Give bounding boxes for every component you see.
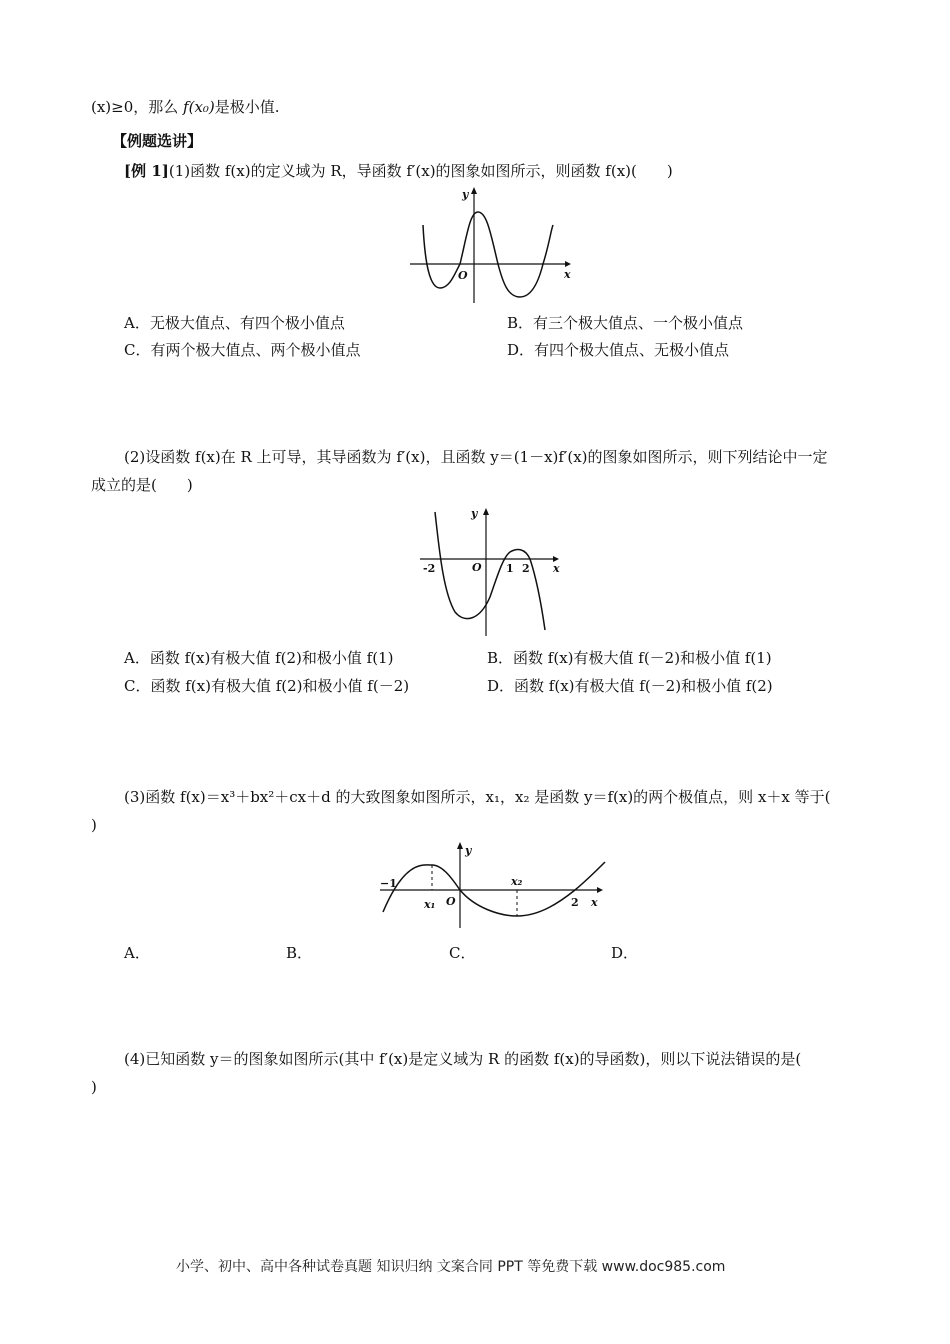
q2-x-label: x [553, 562, 560, 575]
intro-fx0: f(x₀) [183, 98, 215, 116]
q1-option-c[interactable]: C．有两个极大值点、两个极小值点 [124, 341, 361, 359]
section-title: 【例题选讲】 [112, 132, 203, 150]
q3-y-arrow [457, 842, 463, 849]
q2-tick-2: 2 [522, 562, 530, 575]
q1-option-b[interactable]: B．有三个极大值点、一个极小值点 [507, 314, 744, 332]
q3-tick-neg1: −1 [380, 877, 397, 890]
q1-x-arrow [565, 261, 571, 267]
q3-origin-label: O [446, 895, 456, 908]
q1-stem-line [124, 160, 673, 182]
q3-y-label: y [465, 844, 472, 857]
q1-option-a[interactable]: A．无极大值点、有四个极小值点 [124, 314, 345, 332]
q1-curve [423, 212, 553, 297]
q3-x-arrow [597, 887, 603, 893]
q2-stem-line2: 成立的是( ) [91, 476, 193, 494]
intro-suffix: 是极小值. [214, 98, 280, 116]
q1-label: [例 1] [124, 162, 169, 180]
q1-x-label: x [564, 268, 571, 281]
q3-option-b[interactable]: B． [286, 944, 313, 962]
q2-y-arrow [483, 508, 489, 515]
q2-option-a[interactable]: A．函数 f(x)有极大值 f(2)和极小值 f(1) [124, 649, 394, 667]
q3-stem-line1: (3)函数 f(x)＝x³＋bx²＋cx＋d 的大致图象如图所示，x₁，x₂ 是函数 y＝f(x)的两个极值点，则 x＋x 等于( [124, 788, 831, 806]
q2-option-d[interactable]: D．函数 f(x)有极大值 f(－2)和极小值 f(2) [487, 677, 773, 695]
q2-option-c[interactable]: C．函数 f(x)有极大值 f(2)和极小值 f(－2) [124, 677, 410, 695]
q3-option-a[interactable]: A． [124, 944, 150, 962]
intro-prefix: (x)≥0，那么 [91, 98, 184, 116]
q2-option-b[interactable]: B．函数 f(x)有极大值 f(－2)和极小值 f(1) [487, 649, 772, 667]
q2-graph [415, 502, 575, 642]
q2-y-label: y [471, 507, 478, 520]
q1-option-d[interactable]: D．有四个极大值点、无极小值点 [507, 341, 730, 359]
q1-origin-label: O [458, 269, 468, 282]
q3-option-d[interactable]: D． [611, 944, 639, 962]
q2-stem-line1: (2)设函数 f(x)在 R 上可导，其导函数为 f′(x)，且函数 y＝(1－x)f′(x)的图象如图所示，则下列结论中一定 [124, 448, 828, 466]
q3-x1-label: x₁ [424, 898, 436, 911]
q1-y-arrow [471, 187, 477, 194]
q2-tick-neg2: -2 [423, 562, 436, 575]
q4-stem-line2: ) [91, 1078, 97, 1096]
q1-graph [405, 185, 580, 310]
intro-line [91, 96, 280, 118]
q1-stem: (1)函数 f(x)的定义域为 R，导函数 f′(x)的图象如图所示，则函数 f(x)( ) [168, 162, 673, 180]
q1-y-label: y [462, 188, 469, 201]
q3-x2-label: x₂ [511, 875, 523, 888]
footer: 小学、初中、高中各种试卷真题 知识归纳 文案合同 PPT 等免费下载 www.doc985.com [176, 1259, 726, 1275]
q3-x-label: x [591, 896, 598, 909]
q2-tick-1: 1 [506, 562, 514, 575]
q3-graph [375, 840, 615, 932]
q3-stem-line2: ) [91, 816, 97, 834]
q2-origin-label: O [472, 561, 482, 574]
q4-stem-line1: (4)已知函数 y＝的图象如图所示(其中 f′(x)是定义域为 R 的函数 f(x)的导函数)，则以下说法错误的是( [124, 1050, 802, 1068]
q3-option-c[interactable]: C． [449, 944, 476, 962]
q3-tick-2: 2 [571, 896, 579, 909]
